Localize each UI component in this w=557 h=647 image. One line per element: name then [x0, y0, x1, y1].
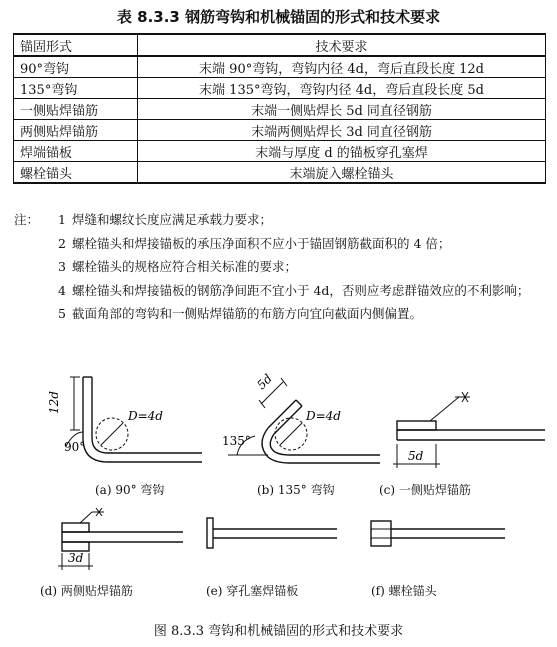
- table-header-row: [14, 34, 546, 56]
- diagram-135-hook: [228, 378, 380, 463]
- note-number: 4: [58, 282, 66, 298]
- label-a-diameter: D=4d: [128, 409, 163, 423]
- note-text: 螺栓锚头的规格应符合相关标准的要求；: [72, 259, 298, 274]
- notes-label: 注：: [14, 212, 40, 227]
- table-row: [14, 141, 546, 162]
- label-135-degree: 135°: [222, 434, 251, 448]
- notes-block: [14, 208, 549, 326]
- cell-anchor-form: 135°弯钩: [14, 78, 138, 99]
- table-title: 表 8.3.3 钢筋弯钩和机械锚固的形式和技术要求: [116, 8, 441, 26]
- cell-anchor-form: 螺栓锚头: [14, 162, 138, 184]
- note-text: 螺栓锚头和焊接锚板的钢筋净间距不宜小于 4d，否则应考虑群锚效应的不利影响；: [72, 282, 530, 298]
- cell-anchor-form: 两侧贴焊锚筋: [14, 120, 138, 141]
- cell-requirement: 末端旋入螺栓锚头: [138, 162, 546, 184]
- caption-a: (a) 90° 弯钩: [95, 483, 165, 497]
- label-d-3d: 3d: [68, 551, 84, 565]
- note-item: [14, 232, 549, 256]
- table-row: [14, 56, 546, 78]
- note-number: 3: [58, 259, 66, 274]
- cell-anchor-form: 焊端锚板: [14, 141, 138, 162]
- cell-anchor-form: 90°弯钩: [14, 56, 138, 78]
- note-item: [14, 279, 549, 303]
- caption-b: (b) 135° 弯钩: [257, 483, 335, 497]
- cell-requirement: 末端两侧贴焊长 3d 同直径钢筋: [138, 120, 546, 141]
- note-number: 1: [58, 212, 66, 227]
- diagram-plug-welded-plate: [207, 518, 337, 548]
- label-b-diameter: D=4d: [306, 409, 341, 423]
- note-text: 螺栓锚头和焊接锚板的承压净面积不应小于锚固钢筋截面积的 4 倍；: [72, 235, 451, 251]
- note-text: 焊缝和螺纹长度应满足承载力要求；: [72, 212, 273, 227]
- table-row: [14, 120, 546, 141]
- table-row: [14, 162, 546, 184]
- caption-d: (d) 两侧贴焊锚筋: [40, 584, 133, 598]
- note-item: [14, 208, 549, 232]
- cell-requirement: 末端与厚度 d 的锚板穿孔塞焊: [138, 141, 546, 162]
- note-item: [14, 302, 549, 326]
- label-90-degree: 90°: [64, 440, 86, 454]
- figure-caption: 图 8.3.3 弯钩和机械锚固的形式和技术要求: [153, 624, 404, 639]
- label-c-5d: 5d: [408, 449, 424, 463]
- header-technical-requirement: 技术要求: [138, 34, 546, 56]
- cell-anchor-form: 一侧贴焊锚筋: [14, 99, 138, 120]
- label-12d: 12d: [47, 391, 61, 414]
- label-b-5d: 5d: [254, 371, 275, 393]
- spec-table: [13, 33, 546, 184]
- caption-f: (f) 螺栓锚头: [371, 584, 437, 598]
- table-row: [14, 99, 546, 120]
- cell-requirement: 末端一侧贴焊长 5d 同直径钢筋: [138, 99, 546, 120]
- caption-e: (e) 穿孔塞焊锚板: [206, 584, 299, 598]
- header-anchor-form: 锚固形式: [14, 34, 138, 56]
- note-text: 截面角部的弯钩和一侧贴焊锚筋的布筋方向宜向截面内侧偏置。: [72, 306, 423, 321]
- note-number: 2: [58, 235, 66, 251]
- note-number: 5: [58, 306, 66, 321]
- table-row: [14, 78, 546, 99]
- caption-c: (c) 一侧贴焊锚筋: [379, 483, 471, 497]
- cell-requirement: 末端 135°弯钩，弯钩内径 4d，弯后直段长度 5d: [138, 78, 546, 99]
- diagram-bolt-anchor-head: [371, 521, 505, 546]
- note-item: [14, 255, 549, 279]
- cell-requirement: 末端 90°弯钩，弯钩内径 4d，弯后直段长度 12d: [138, 56, 546, 78]
